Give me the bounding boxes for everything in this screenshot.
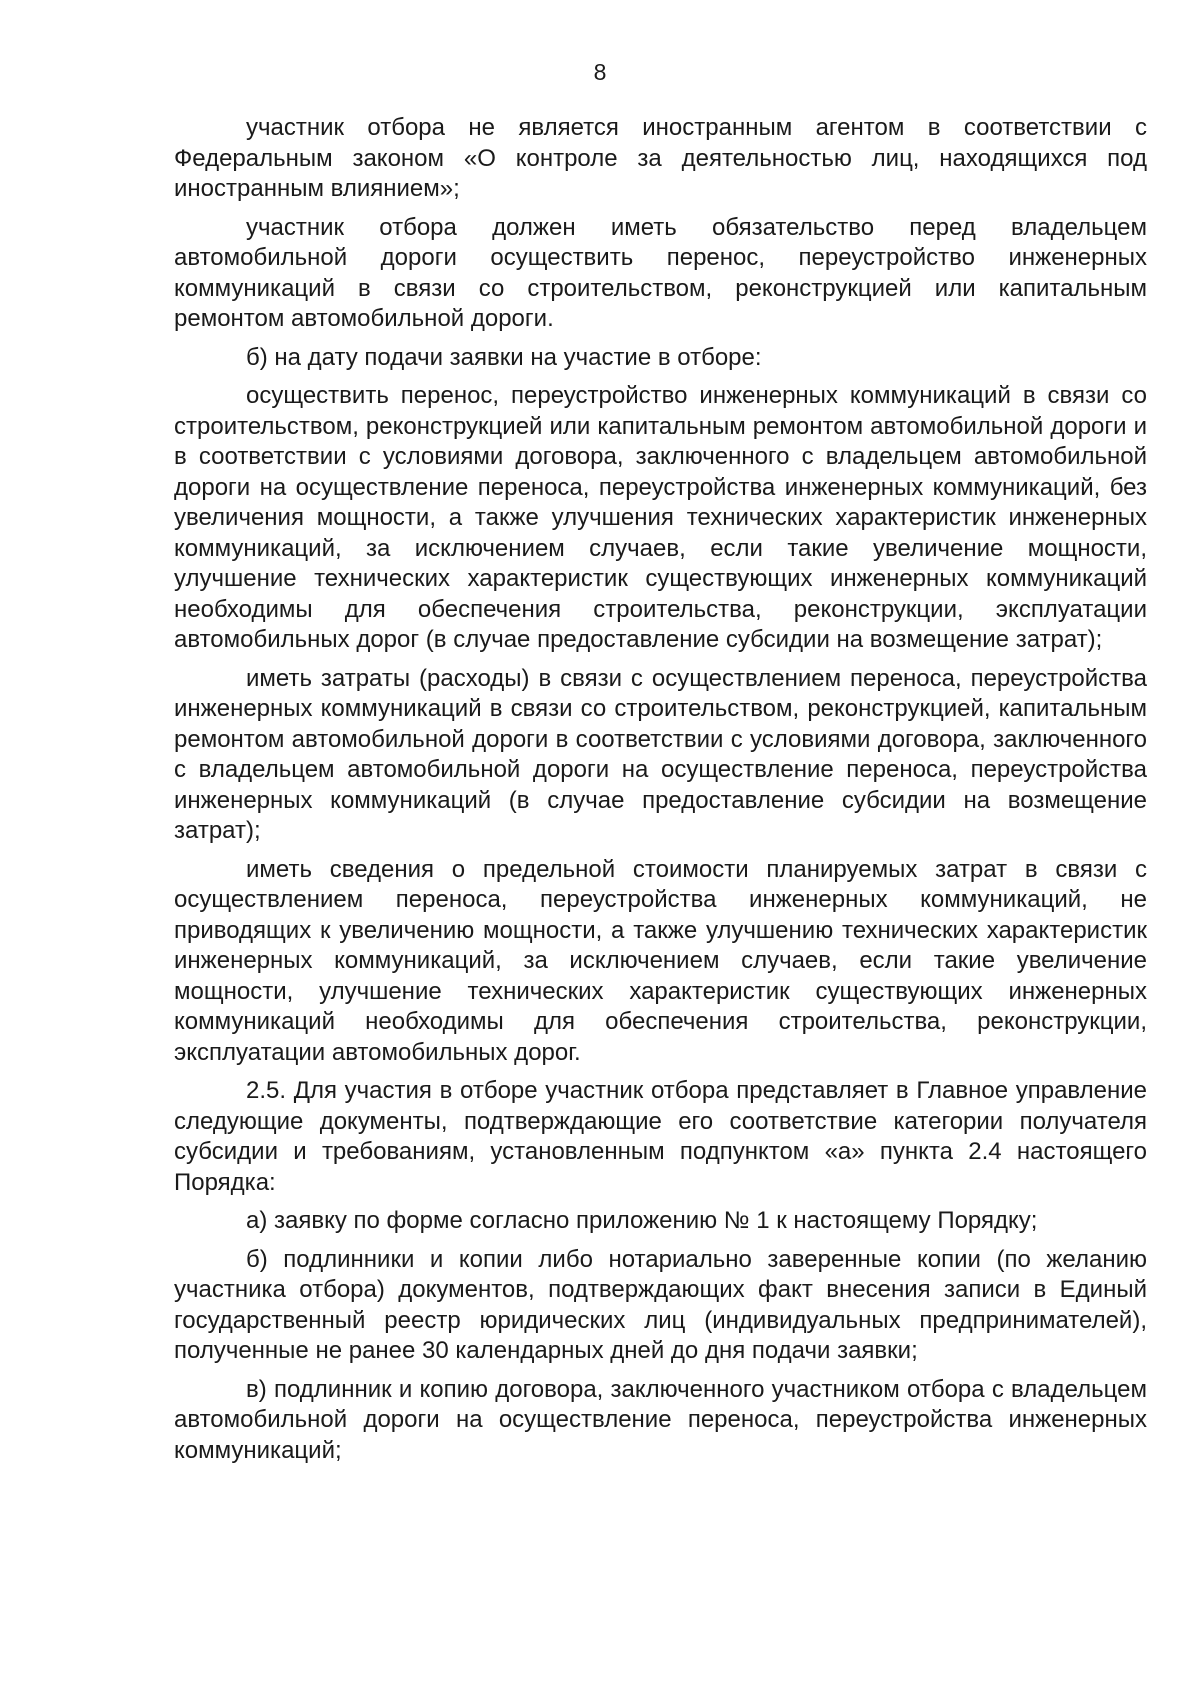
paragraph-foreign-agent: участник отбора не является иностранным агентом в соответствии с Федеральным законом «О контроле за деятельностью лиц, находящихся под иностранным влиянием»; <box>174 114 1147 202</box>
page-number: 8 <box>593 59 607 85</box>
paragraph-item-v: в) подлинник и копию договора, заключенного участником отбора с владельцем автомобильной дороги на осуществление переноса, переустройства инженерных коммуникаций; <box>174 1375 1147 1464</box>
paragraph-expenses: иметь затраты (расходы) в связи с осуществлением переноса, переустройства инженерных коммуникаций в связи со строительством, реконструкцией, капитальным ремонтом автомобильной дороги в соответствии с условиями договора, заключенного с владельцем автомобильной дороги на осуществление переноса, переустройства инженерных коммуникаций (в случае предоставление субсидии на возмещение затрат); <box>174 664 1147 844</box>
paragraph-cost-info: иметь сведения о предельной стоимости планируемых затрат в связи с осуществлением переноса, переустройства инженерных коммуникаций, не приводящих к увеличению мощности, а также улучшению технических характеристик инженерных коммуникаций, за исключением случаев, если такие увеличение мощности, улучшение технических характеристик существующих инженерных коммуникаций необходимы для обеспечения строительства, реконструкции, эксплуатации автомобильных дорог. <box>174 855 1147 1066</box>
paragraph-application-date: б) на дату подачи заявки на участие в отборе: <box>246 343 762 371</box>
paragraph-item-b: б) подлинники и копии либо нотариально заверенные копии (по желанию участника отбора) документов, подтверждающих факт внесения записи в Единый государственный реестр юридических лиц (индивидуальных предпринимателей), полученные не ранее 30 календарных дней до дня подачи заявки; <box>174 1245 1147 1364</box>
paragraph-item-a: а) заявку по форме согласно приложению № 1 к настоящему Порядку; <box>246 1207 1038 1234</box>
document-body <box>174 113 1147 1474</box>
paragraph-obligation: участник отбора должен иметь обязательство перед владельцем автомобильной дороги осуществить перенос, переустройство инженерных коммуникаций в связи со строительством, реконструкцией или капитальным ремонтом автомобильной дороги. <box>174 213 1147 332</box>
paragraph-relocation: осуществить перенос, переустройство инженерных коммуникаций в связи со строительством, реконструкцией или капитальным ремонтом автомобильной дороги и в соответствии с условиями договора, заключенного с владельцем автомобильной дороги на осуществление переноса, переустройства инженерных коммуникаций, без увеличения мощности, а также улучшения технических характеристик инженерных коммуникаций, за исключением случаев, если такие увеличение мощности, улучшение технических характеристик существующих инженерных коммуникаций необходимы для обеспечения строительства, реконструкции, эксплуатации автомобильных дорог (в случае предоставление субсидии на возмещение затрат); <box>174 382 1147 653</box>
paragraph-section-2-5: 2.5. Для участия в отборе участник отбора представляет в Главное управление следующие документы, подтверждающие его соответствие категории получателя субсидии и требованиям, установленным подпунктом «а» пункта 2.4 настоящего Порядка: <box>174 1077 1147 1196</box>
